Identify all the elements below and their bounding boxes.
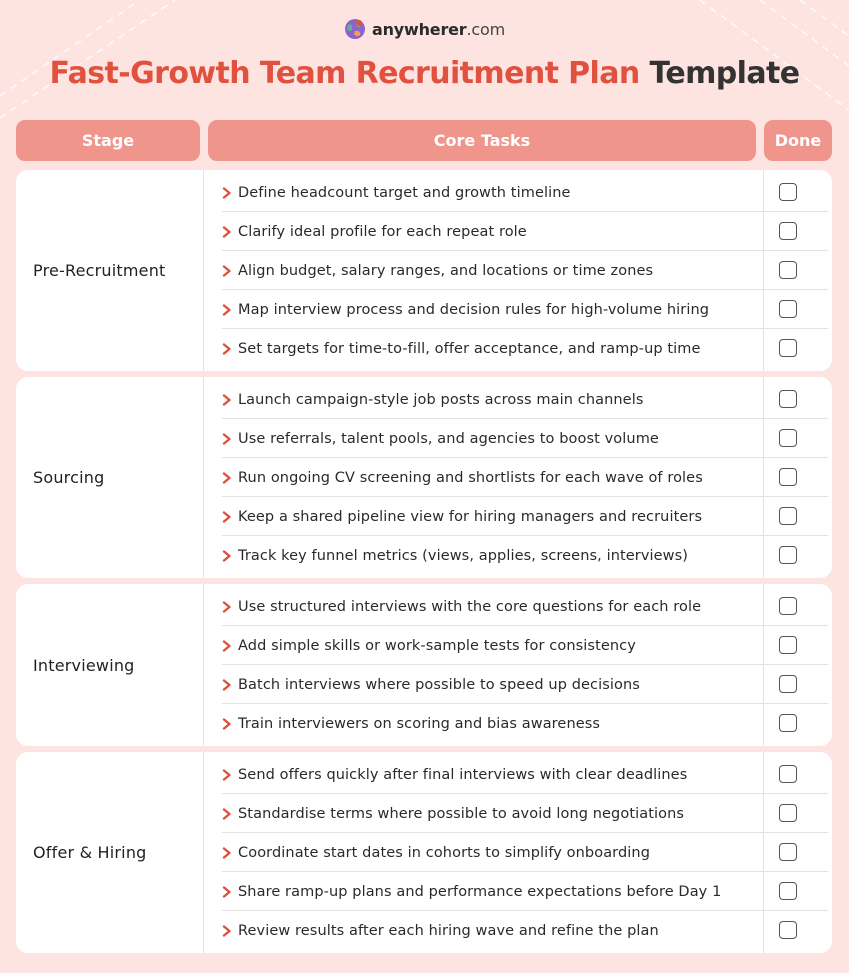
task-text: Track key funnel metrics (views, applies, screens, interviews) — [238, 547, 689, 564]
done-checkbox[interactable] — [779, 468, 797, 486]
task-row — [204, 665, 832, 704]
task-list — [204, 755, 832, 950]
task-row — [204, 872, 832, 911]
chevron-right-icon — [220, 885, 234, 899]
chevron-right-icon — [220, 549, 234, 563]
chevron-right-icon — [220, 342, 234, 356]
task-list — [204, 587, 832, 743]
task-list — [204, 173, 832, 368]
task-text: Run ongoing CV screening and shortlists for each wave of roles — [238, 469, 703, 486]
task-text: Set targets for time-to-fill, offer acceptance, and ramp-up time — [238, 340, 701, 357]
task-row — [204, 251, 832, 290]
chevron-right-icon — [220, 846, 234, 860]
stage-group — [16, 377, 832, 578]
task-row — [204, 587, 832, 626]
task-text: Map interview process and decision rules for high-volume hiring — [238, 301, 710, 318]
chevron-right-icon — [220, 303, 234, 317]
task-list — [204, 380, 832, 575]
task-text: Define headcount target and growth timeline — [238, 184, 571, 201]
chevron-right-icon — [220, 717, 234, 731]
chevron-right-icon — [220, 225, 234, 239]
task-text: Keep a shared pipeline view for hiring managers and recruiters — [238, 508, 703, 525]
task-text: Send offers quickly after final interviews with clear deadlines — [238, 766, 688, 783]
chevron-right-icon — [220, 510, 234, 524]
task-text: Train interviewers on scoring and bias awareness — [238, 715, 601, 732]
chevron-right-icon — [220, 807, 234, 821]
stage-group — [16, 170, 832, 371]
done-checkbox[interactable] — [779, 429, 797, 447]
task-row — [204, 626, 832, 665]
task-row — [204, 329, 832, 368]
brand-logo — [0, 18, 849, 40]
task-row — [204, 458, 832, 497]
stage-label: Pre-Recruitment — [16, 170, 204, 371]
task-row — [204, 290, 832, 329]
header-stage: Stage — [16, 120, 200, 161]
chevron-right-icon — [220, 186, 234, 200]
chevron-right-icon — [220, 471, 234, 485]
done-checkbox[interactable] — [779, 183, 797, 201]
chevron-right-icon — [220, 600, 234, 614]
task-text: Add simple skills or work-sample tests for consistency — [238, 637, 636, 654]
task-text: Align budget, salary ranges, and locations or time zones — [238, 262, 654, 279]
chevron-right-icon — [220, 264, 234, 278]
task-row — [204, 755, 832, 794]
task-text: Coordinate start dates in cohorts to simplify onboarding — [238, 844, 651, 861]
task-row — [204, 911, 832, 950]
task-row — [204, 833, 832, 872]
done-checkbox[interactable] — [779, 636, 797, 654]
task-row — [204, 419, 832, 458]
task-text: Use referrals, talent pools, and agencies to boost volume — [238, 430, 659, 447]
done-checkbox[interactable] — [779, 843, 797, 861]
done-checkbox[interactable] — [779, 300, 797, 318]
title-dark: Template — [649, 56, 800, 91]
task-row — [204, 704, 832, 743]
task-text: Clarify ideal profile for each repeat role — [238, 223, 527, 240]
task-row — [204, 497, 832, 536]
done-checkbox[interactable] — [779, 546, 797, 564]
task-text: Share ramp-up plans and performance expectations before Day 1 — [238, 883, 722, 900]
done-checkbox[interactable] — [779, 804, 797, 822]
chevron-right-icon — [220, 639, 234, 653]
task-row — [204, 794, 832, 833]
chevron-right-icon — [220, 924, 234, 938]
stage-label: Offer & Hiring — [16, 752, 204, 953]
logo-name: anywherer — [372, 19, 467, 39]
chevron-right-icon — [220, 678, 234, 692]
task-row — [204, 536, 832, 575]
task-row — [204, 380, 832, 419]
done-checkbox[interactable] — [779, 339, 797, 357]
done-checkbox[interactable] — [779, 675, 797, 693]
done-checkbox[interactable] — [779, 507, 797, 525]
stage-label: Sourcing — [16, 377, 204, 578]
task-row — [204, 173, 832, 212]
task-text: Batch interviews where possible to speed up decisions — [238, 676, 640, 693]
chevron-right-icon — [220, 393, 234, 407]
done-checkbox[interactable] — [779, 921, 797, 939]
chevron-right-icon — [220, 768, 234, 782]
task-text: Use structured interviews with the core questions for each role — [238, 598, 702, 615]
stage-group — [16, 584, 832, 746]
done-checkbox[interactable] — [779, 390, 797, 408]
globe-icon — [344, 18, 366, 40]
done-checkbox[interactable] — [779, 765, 797, 783]
task-text: Review results after each hiring wave and refine the plan — [238, 922, 659, 939]
header-done: Done — [764, 120, 832, 161]
done-checkbox[interactable] — [779, 597, 797, 615]
chevron-right-icon — [220, 432, 234, 446]
header-core-tasks: Core Tasks — [208, 120, 756, 161]
title-accent: Fast-Growth Team Recruitment Plan — [49, 56, 640, 91]
task-row — [204, 212, 832, 251]
task-text: Launch campaign-style job posts across main channels — [238, 391, 644, 408]
stage-group — [16, 752, 832, 953]
done-checkbox[interactable] — [779, 261, 797, 279]
stage-label: Interviewing — [16, 584, 204, 746]
done-checkbox[interactable] — [779, 222, 797, 240]
task-text: Standardise terms where possible to avoid long negotiations — [238, 805, 685, 822]
done-checkbox[interactable] — [779, 714, 797, 732]
page-title — [0, 56, 849, 91]
done-checkbox[interactable] — [779, 882, 797, 900]
logo-tld: .com — [466, 19, 505, 39]
